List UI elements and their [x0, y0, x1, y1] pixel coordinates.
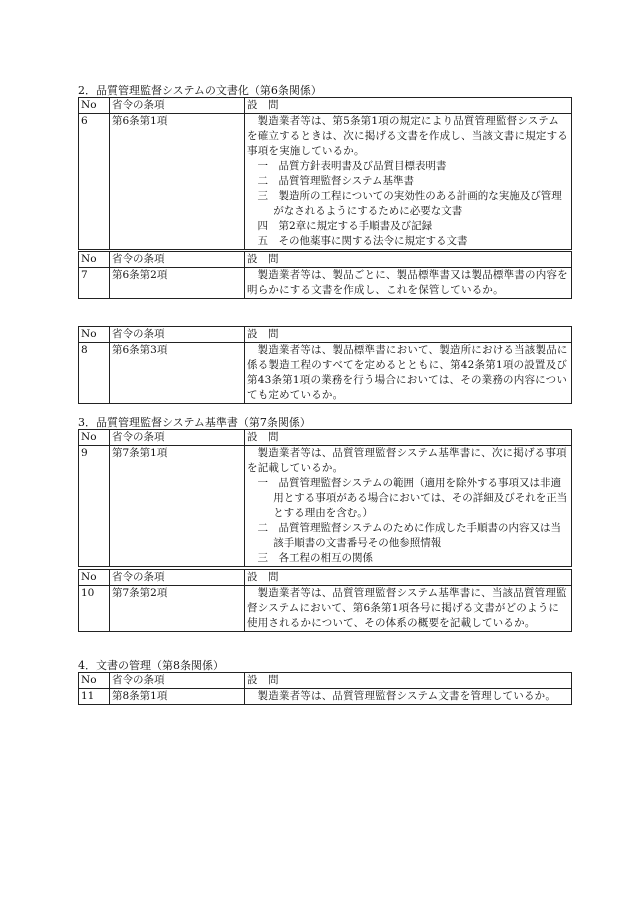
header-question: 設 問	[245, 327, 572, 343]
table-header-row	[79, 430, 572, 446]
header-no: No	[79, 570, 110, 586]
table-row	[79, 114, 572, 250]
table-row	[79, 689, 572, 705]
row-question	[245, 586, 572, 632]
row-question	[245, 268, 572, 299]
row-law: 第6条第3項	[110, 343, 245, 404]
question-table	[78, 569, 572, 632]
question-table	[78, 97, 572, 250]
row-no: 11	[79, 689, 110, 705]
header-no: No	[79, 252, 110, 268]
question-item: 四 第2章に規定する手順書及び記録	[257, 220, 433, 232]
question-text: 製造業者等は、品質管理監督システム基準書に、当該品質管理監督システムにおいて、第6条第1項各号に掲げる文書がどのように使用されるかについて、その体系の概要を記載しているか。	[247, 587, 567, 629]
row-law: 第8条第1項	[110, 689, 245, 705]
row-question	[245, 114, 572, 250]
table-header-row	[79, 570, 572, 586]
question-text: 製造業者等は、品質管理監督システム文書を管理しているか。	[257, 690, 557, 702]
table-header-row	[79, 98, 572, 114]
question-text: 製造業者等は、製品ごとに、製品標準書又は製品標準書の内容を明らかにする文書を作成し、これを保管しているか。	[247, 269, 568, 296]
header-question: 設 問	[245, 673, 572, 689]
row-law: 第6条第2項	[110, 268, 245, 299]
question-item: 三 製造所の工程についての実効性のある計画的な実施及び管理がなされるようにするために必要な文書	[257, 190, 562, 217]
header-law: 省令の条項	[110, 98, 245, 114]
question-table	[78, 429, 572, 567]
header-law: 省令の条項	[110, 430, 245, 446]
row-no: 6	[79, 114, 110, 250]
table-row	[79, 586, 572, 632]
question-item: 一 品質管理監督システムの範囲（適用を除外する事項又は非適用とする事項がある場合においては、その詳細及びそれを正当とする理由を含む。）	[257, 477, 568, 519]
section-heading: 2．品質管理監督システムの文書化（第6条関係）	[78, 84, 322, 97]
header-question: 設 問	[245, 252, 572, 268]
question-table	[78, 326, 572, 404]
table-header-row	[79, 327, 572, 343]
header-question: 設 問	[245, 98, 572, 114]
row-law: 第7条第2項	[110, 586, 245, 632]
section-heading: 4．文書の管理（第8条関係）	[78, 659, 224, 672]
row-question	[245, 343, 572, 404]
header-law: 省令の条項	[110, 252, 245, 268]
table-header-row	[79, 673, 572, 689]
header-question: 設 問	[245, 570, 572, 586]
row-no: 10	[79, 586, 110, 632]
question-item: 二 品質管理監督システム基準書	[257, 175, 414, 187]
header-no: No	[79, 673, 110, 689]
row-law: 第7条第1項	[110, 446, 245, 567]
row-no: 8	[79, 343, 110, 404]
header-law: 省令の条項	[110, 327, 245, 343]
table-header-row	[79, 252, 572, 268]
question-table	[78, 251, 572, 299]
row-no: 9	[79, 446, 110, 567]
header-question: 設 問	[245, 430, 572, 446]
table-row	[79, 268, 572, 299]
header-law: 省令の条項	[110, 673, 245, 689]
question-item: 三 各工程の相互の関係	[257, 552, 373, 564]
question-table	[78, 672, 572, 705]
question-text: 製造業者等は、製品標準書において、製造所における当該製品に係る製造工程のすべてを定めるとともに、第42条第1項の設置及び第43条第1項の業務を行う場合においては、その業務の内容についても定めているか。	[247, 344, 568, 401]
header-law: 省令の条項	[110, 570, 245, 586]
question-text: 製造業者等は、品質管理監督システム基準書に、次に掲げる事項を記載しているか。	[247, 447, 567, 474]
question-item: 二 品質管理監督システムのために作成した手順書の内容又は当該手順書の文書番号その他参照情報	[257, 522, 561, 549]
header-no: No	[79, 430, 110, 446]
row-question	[245, 446, 572, 567]
question-item: 一 品質方針表明書及び品質目標表明書	[257, 160, 447, 172]
question-text: 製造業者等は、第5条第1項の規定により品質管理監督システムを確立するときは、次に掲げる文書を作成し、当該文書に規定する事項を実施しているか。	[247, 115, 568, 157]
row-no: 7	[79, 268, 110, 299]
header-no: No	[79, 98, 110, 114]
question-item: 五 その他薬事に関する法令に規定する文書	[257, 235, 468, 247]
row-question	[245, 689, 572, 705]
table-row	[79, 343, 572, 404]
section-heading: 3．品質管理監督システム基準書（第7条関係）	[78, 416, 311, 429]
header-no: No	[79, 327, 110, 343]
row-law: 第6条第1項	[110, 114, 245, 250]
table-row	[79, 446, 572, 567]
